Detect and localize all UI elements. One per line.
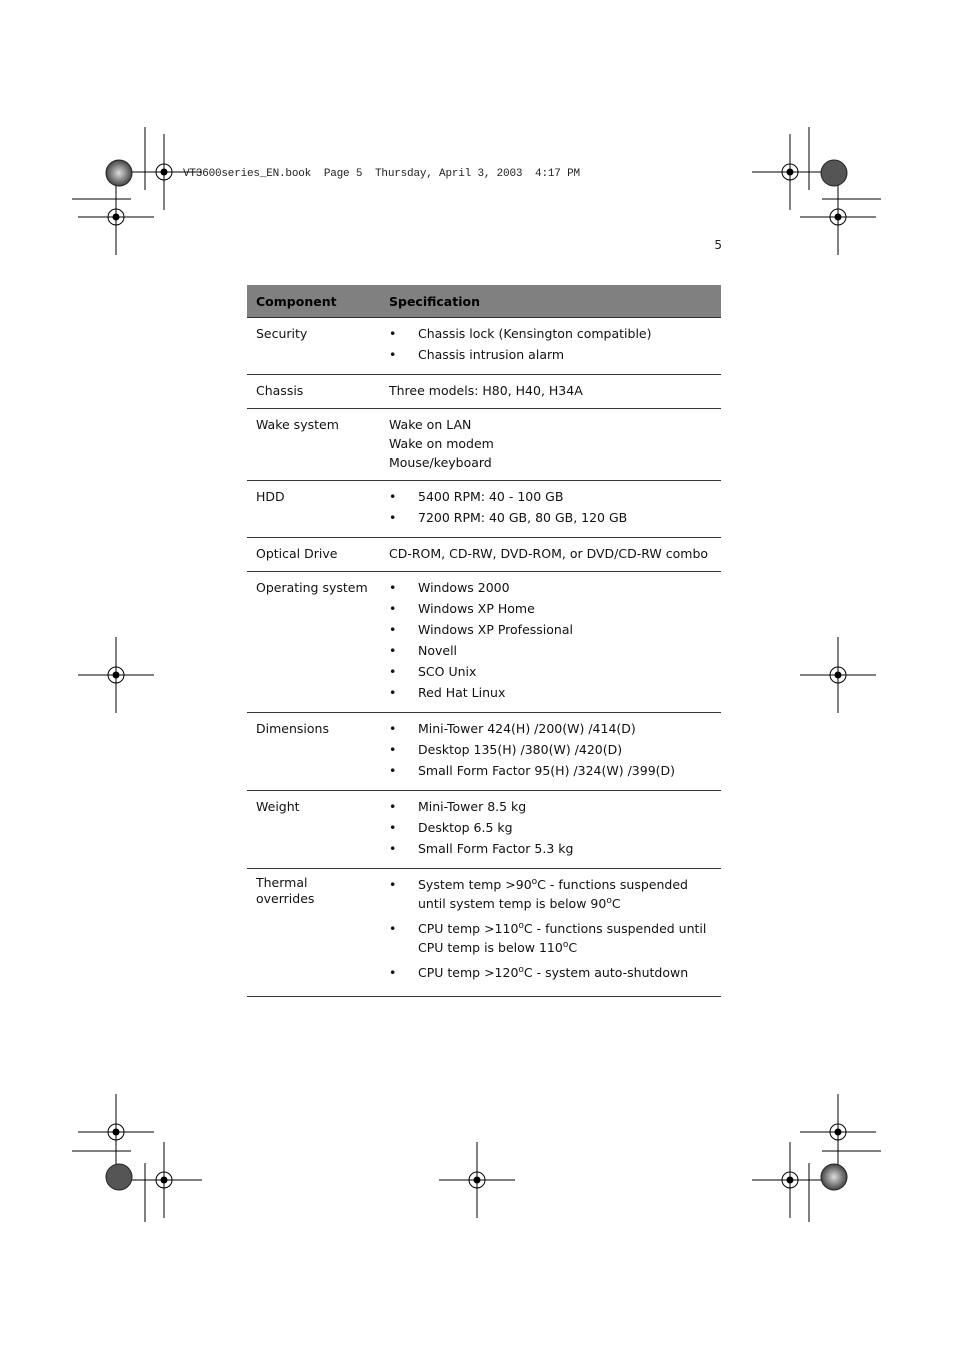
specification-cell [380, 572, 721, 713]
table-header-row [247, 285, 721, 318]
component-cell: Operating system [247, 572, 380, 713]
list-item: • Mini-Tower 424(H) /200(W) /414(D) [389, 719, 713, 738]
list-item: • Chassis intrusion alarm [389, 345, 713, 364]
specification-cell [380, 318, 721, 375]
component-cell: Weight [247, 791, 380, 869]
list-item: • Small Form Factor 95(H) /324(W) /399(D) [389, 761, 713, 780]
table-row [247, 409, 721, 481]
list-item: • Windows 2000 [389, 578, 713, 597]
specification-cell [380, 869, 721, 997]
component-cell: Security [247, 318, 380, 375]
print-slug: VT3600series_EN.book Page 5 Thursday, April 3, 2003 4:17 PM [183, 168, 580, 180]
component-cell: Dimensions [247, 713, 380, 791]
table-row [247, 572, 721, 713]
component-cell: Thermal overrides [247, 869, 380, 997]
specification-cell: Three models: H80, H40, H34A [380, 375, 721, 409]
bullet-list [389, 578, 713, 702]
list-item: Mouse/keyboard [389, 455, 492, 470]
list-item: • Windows XP Professional [389, 620, 713, 639]
table-row [247, 713, 721, 791]
list-item: • CPU temp $>120^oC$ - system auto-shutdown [389, 963, 713, 982]
list-item: Wake on modem [389, 436, 494, 451]
bullet-list [389, 797, 713, 858]
bullet-list [389, 719, 713, 780]
specification-cell: CD-ROM, CD-RW, DVD-ROM, or DVD/CD-RW combo [380, 538, 721, 572]
specification-table [247, 285, 721, 997]
specification-cell [380, 409, 721, 481]
table-row [247, 318, 721, 375]
list-item: • Small Form Factor 5.3 kg [389, 839, 713, 858]
bullet-list [389, 487, 713, 527]
list-item: • Desktop 135(H) /380(W) /420(D) [389, 740, 713, 759]
component-cell: HDD [247, 481, 380, 538]
list-item: • System temp $>90^oC$ - functions suspended until system temp is below 90$^o$C [389, 875, 713, 913]
bullet-list [389, 324, 713, 364]
list-item: • Novell [389, 641, 713, 660]
column-header-component: Component [247, 285, 380, 318]
list-item: • SCO Unix [389, 662, 713, 681]
list-item: • CPU temp $>110^oC$ - functions suspended until CPU temp is below 110$^o$C [389, 919, 713, 957]
list-item: • Chassis lock (Kensington compatible) [389, 324, 713, 343]
line-list [389, 415, 713, 472]
component-cell: Optical Drive [247, 538, 380, 572]
list-item: Wake on LAN [389, 417, 472, 432]
table-row [247, 375, 721, 409]
column-header-specification: Specification [380, 285, 721, 318]
component-cell: Chassis [247, 375, 380, 409]
table-row [247, 869, 721, 997]
list-item: • Desktop 6.5 kg [389, 818, 713, 837]
specification-cell [380, 791, 721, 869]
list-item: • Windows XP Home [389, 599, 713, 618]
list-item: • 5400 RPM: 40 - 100 GB [389, 487, 713, 506]
table-row [247, 791, 721, 869]
component-cell: Wake system [247, 409, 380, 481]
specification-cell [380, 713, 721, 791]
table-row [247, 481, 721, 538]
page-number: 5 [714, 238, 722, 252]
list-item: • Red Hat Linux [389, 683, 713, 702]
list-item: • Mini-Tower 8.5 kg [389, 797, 713, 816]
table-row [247, 538, 721, 572]
list-item: • 7200 RPM: 40 GB, 80 GB, 120 GB [389, 508, 713, 527]
specification-cell [380, 481, 721, 538]
bullet-list [389, 875, 713, 982]
